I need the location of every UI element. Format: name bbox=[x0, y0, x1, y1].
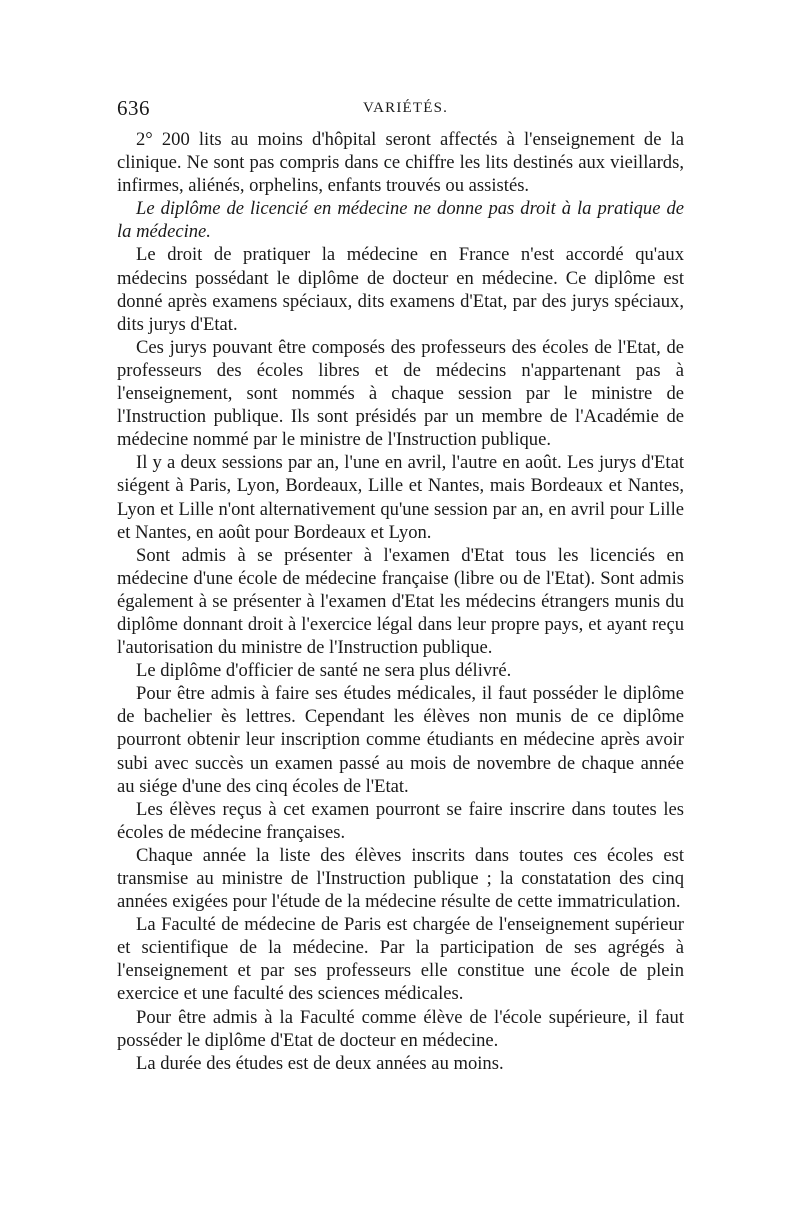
paragraph: Chaque année la liste des élèves inscrits dans toutes ces écoles est transmise au ministre de l'Instruction publique ; la constatation des cinq années exigées pour l'étude de la médecine résulte de cette immatriculation. bbox=[117, 844, 684, 913]
paragraph: La durée des études est de deux années au moins. bbox=[136, 1052, 504, 1074]
paragraph: Le diplôme d'officier de santé ne sera plus délivré. bbox=[136, 660, 512, 682]
paragraph: La Faculté de médecine de Paris est chargée de l'enseignement supérieur et scientifique de la médecine. Par la participation de ses agrégés à l'enseignement et par ses professeurs elle constitue une école de plein exercice et une faculté des sciences médicales. bbox=[117, 914, 684, 1005]
paragraph: Sont admis à se présenter à l'examen d'Etat tous les licenciés en médecine d'une école de médecine française (libre ou de l'Etat). Sont admis également à se présenter à l'examen d'Etat les médecins étrangers munis du diplôme donnant droit à l'exercice légal dans leur propre pays, et ayant reçu l'autorisation du ministre de l'Instruction publique. bbox=[117, 544, 684, 659]
paragraph: Ces jurys pouvant être composés des professeurs des écoles de l'Etat, de professeurs des écoles libres et de médecins n'appartenant pas à l'enseignement, sont nommés à chaque session par le ministre de l'Instruction publique. Ils sont présidés par un membre de l'Académie de médecine nommé par le ministre de l'Instruction publique. bbox=[117, 336, 684, 451]
page-number: 636 bbox=[117, 96, 150, 120]
paragraph: Pour être admis à la Faculté comme élève de l'école supérieure, il faut posséder le diplôme d'Etat de docteur en médecine. bbox=[117, 1006, 684, 1051]
paragraph: Le droit de pratiquer la médecine en France n'est accordé qu'aux médecins possédant le diplôme de docteur en médecine. Ce diplôme est donné après examens spéciaux, dits examens d'Etat, par des jurys spéciaux, dits jurys d'Etat. bbox=[117, 244, 684, 335]
section-title: VARIÉTÉS. bbox=[363, 100, 449, 116]
body-text bbox=[117, 128, 684, 1075]
paragraph: Pour être admis à faire ses études médicales, il faut posséder le diplôme de bachelier ès lettres. Cependant les élèves non munis de ce diplôme pourront obtenir leur inscription comme étudiants en médecine après avoir subi avec succès un examen passé au mois de novembre de chaque année au siége d'une des cinq écoles de l'Etat. bbox=[117, 683, 684, 797]
running-head bbox=[117, 96, 687, 124]
paragraph: Les élèves reçus à cet examen pourront se faire inscrire dans toutes les écoles de médecine françaises. bbox=[117, 798, 684, 843]
paragraph: 2° 200 lits au moins d'hôpital seront affectés à l'enseignement de la clinique. Ne sont pas compris dans ce chiffre les lits destinés aux vieillards, infirmes, aliénés, orphelins, enfants trouvés ou assistés. bbox=[117, 129, 684, 197]
paragraph: Il y a deux sessions par an, l'une en avril, l'autre en août. Les jurys d'Etat siégent à Paris, Lyon, Bordeaux, Lille et Nantes, mais Bordeaux et Nantes, Lyon et Lille n'ont alternativement qu'une session par an, en avril pour Lille et Nantes, en août pour Bordeaux et Lyon. bbox=[117, 452, 684, 543]
italic-heading-paragraph: Le diplôme de licencié en médecine ne donne pas droit à la pratique de la médecine. bbox=[117, 198, 684, 243]
